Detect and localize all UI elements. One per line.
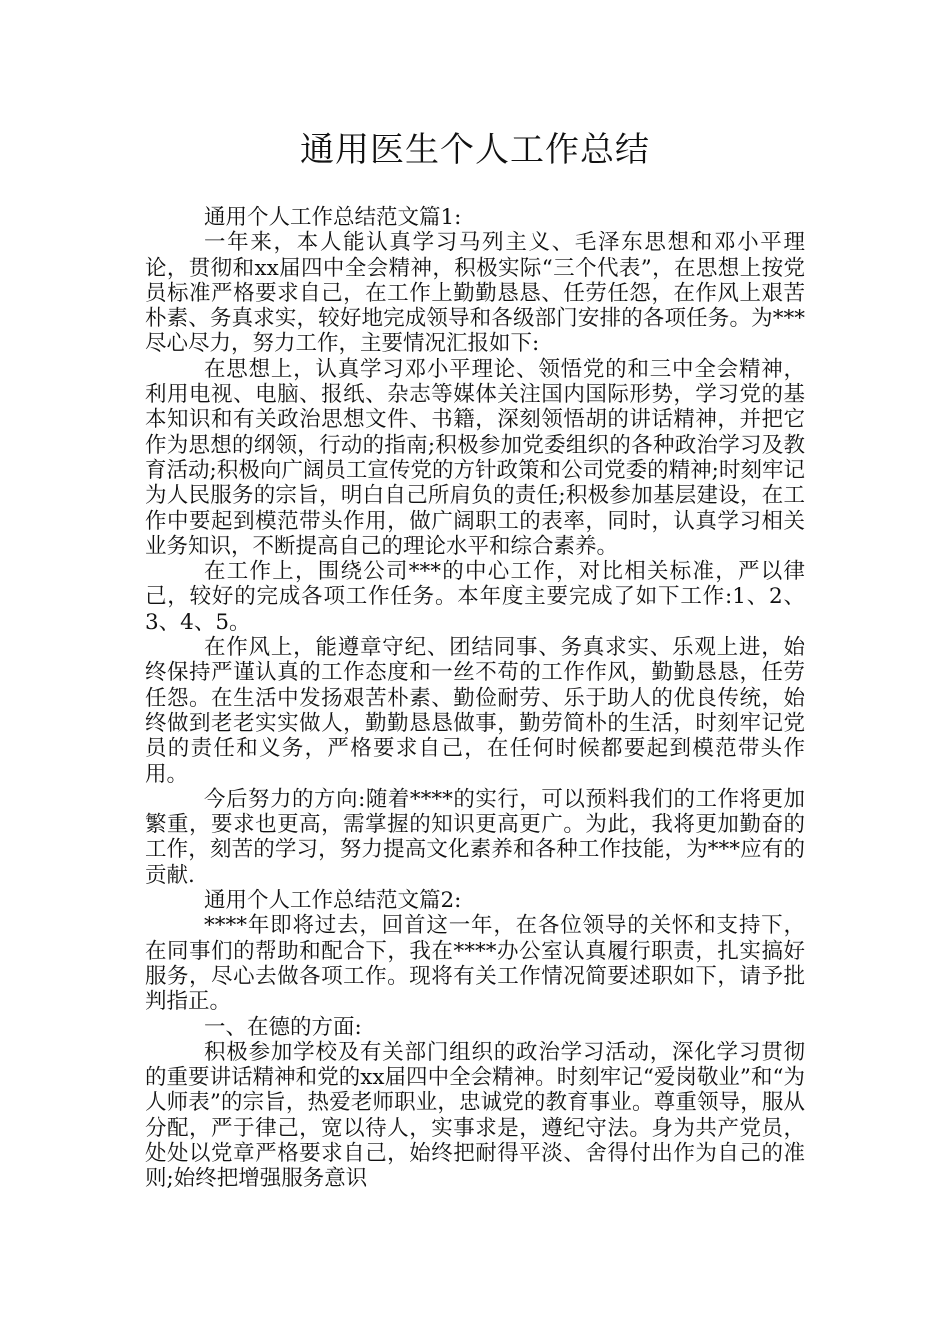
paragraph: 在工作上，围绕公司***的中心工作，对比相关标准，严以律己，较好的完成各项工作任务。本年度主要完成了如下工作:1、2、3、4、5。 bbox=[145, 559, 805, 635]
subsection-heading: 一、在德的方面: bbox=[204, 1014, 362, 1040]
document-page bbox=[145, 120, 805, 1192]
section-heading-2: 通用个人工作总结范文篇2: bbox=[204, 888, 462, 914]
paragraph: 一年来，本人能认真学习马列主义、毛泽东思想和邓小平理论，贯彻和xx届四中全会精神，积极实际“三个代表”，在思想上按党员标准严格要求自己，在工作上勤勤恳恳、任劳任怨，在作风上艰苦朴素、务真求实，较好地完成领导和各级部门安排的各项任务。为***尽心尽力，努力工作，主要情况汇报如下: bbox=[145, 230, 805, 357]
paragraph: 积极参加学校及有关部门组织的政治学习活动，深化学习贯彻的重要讲话精神和党的xx届四中全会精神。时刻牢记“爱岗敬业”和“为人师表”的宗旨，热爱老师职业，忠诚党的教育事业。尊重领导，服从分配，严于律己，宽以待人，实事求是，遵纪守法。身为共产党员，处处以党章严格要求自己，始终把耐得平淡、舍得付出作为自己的准则;始终把增强服务意识 bbox=[145, 1039, 805, 1192]
paragraph: ****年即将过去，回首这一年，在各位领导的关怀和支持下，在同事们的帮助和配合下，我在****办公室认真履行职责，扎实搞好服务，尽心去做各项工作。现将有关工作情况简要述职如下，请予批判指正。 bbox=[145, 913, 805, 1015]
paragraph: 今后努力的方向:随着****的实行，可以预料我们的工作将更加繁重，要求也更高，需掌握的知识更高更广。为此，我将更加勤奋的工作，刻苦的学习，努力提高文化素养和各种工作技能，为***应有的贡献. bbox=[145, 786, 805, 888]
section-heading-1: 通用个人工作总结范文篇1: bbox=[204, 205, 462, 230]
paragraph: 在思想上，认真学习邓小平理论、领悟党的和三中全会精神，利用电视、电脑、报纸、杂志等媒体关注国内国际形势，学习党的基本知识和有关政治思想文件、书籍，深刻领悟胡的讲话精神，并把它作为思想的纲领，行动的指南;积极参加党委组织的各种政治学习及教育活动;积极向广阔员工宣传党的方针政策和公司党委的精神;时刻牢记为人民服务的宗旨，明白自己所肩负的责任;积极参加基层建设，在工作中要起到模范带头作用，做广阔职工的表率，同时，认真学习相关业务知识，不断提高自己的理论水平和综合素养。 bbox=[145, 356, 805, 559]
document-title: 通用医生个人工作总结 bbox=[300, 130, 650, 170]
paragraph: 在作风上，能遵章守纪、团结同事、务真求实、乐观上进，始终保持严谨认真的工作态度和一丝不苟的工作作风，勤勤恳恳，任劳任怨。在生活中发扬艰苦朴素、勤俭耐劳、乐于助人的优良传统，始终做到老老实实做人，勤勤恳恳做事，勤劳简朴的生活，时刻牢记党员的责任和义务，严格要求自己，在任何时候都要起到模范带头作用。 bbox=[145, 635, 805, 787]
